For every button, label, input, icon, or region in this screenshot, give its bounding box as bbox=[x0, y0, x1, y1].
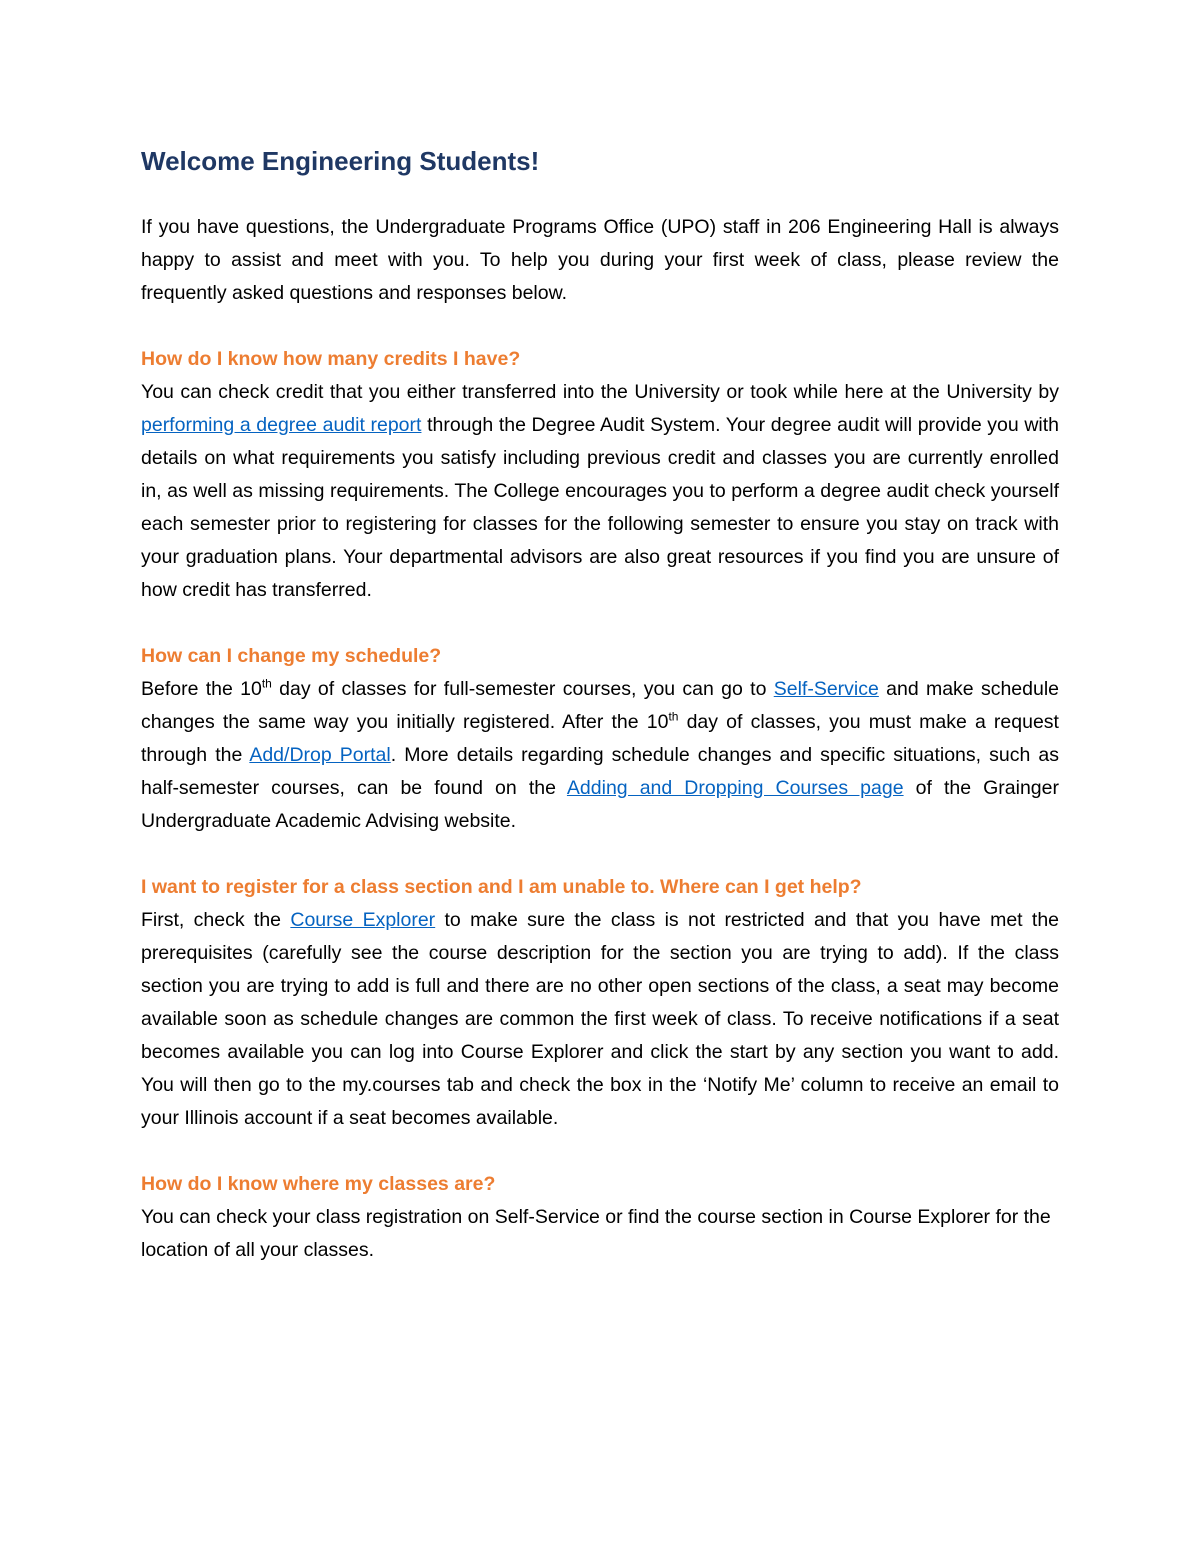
superscript: th bbox=[668, 709, 679, 724]
faq-answer bbox=[141, 904, 1059, 1135]
faq-list bbox=[141, 343, 1059, 1267]
text-run: through the Degree Audit System. Your degree audit will provide you with details on what requirements you satisfy including previous credit and classes you are currently enrolled in, as well as missing requirements. The College encourages you to perform a degree audit check yourself each semester prior to registering for classes for the following semester to ensure you stay on track with your graduation plans. Your departmental advisors are also great resources if you find you are unsure of how credit has transferred. bbox=[141, 414, 1060, 601]
document-page bbox=[141, 145, 1059, 1300]
text-run: of the Grainger Undergraduate Academic Advising website. bbox=[141, 777, 1059, 832]
faq-question: How do I know how many credits I have? bbox=[141, 348, 521, 370]
text-run: and make schedule changes the same way you initially registered. After the 10 bbox=[141, 678, 1060, 733]
superscript: th bbox=[261, 676, 272, 691]
hyperlink[interactable]: Adding and Dropping Courses page bbox=[566, 777, 904, 799]
intro-paragraph bbox=[141, 211, 1059, 310]
page-title: Welcome Engineering Students! bbox=[141, 146, 540, 176]
faq-answer bbox=[141, 376, 1059, 607]
hyperlink[interactable]: Course Explorer bbox=[290, 909, 436, 931]
text-run: day of classes, you must make a request through the bbox=[141, 711, 1059, 766]
faq-question: How do I know where my classes are? bbox=[141, 1173, 496, 1195]
faq-answer bbox=[141, 1201, 1059, 1267]
text-run: to make sure the class is not restricted and that you have met the prerequisites (carefully see the course description for the section you are trying to add). If the class section you are trying to add is full and there are no other open sections of the class, a seat may become available soon as schedule changes are common the first week of class. To receive notifications if a seat becomes available you can log into Course Explorer and click the start by any section you want to add. You will then go to the my.courses tab and check the box in the ‘Notify Me’ column to receive an email to your Illinois account if a seat becomes available. bbox=[141, 909, 1060, 1129]
faq-question: I want to register for a class section and I am unable to. Where can I get help? bbox=[141, 876, 862, 898]
text-run: You can check credit that you either transferred into the University or took while here at the University by bbox=[141, 381, 1059, 403]
faq-question: How can I change my schedule? bbox=[141, 645, 442, 667]
text-run: If you have questions, the Undergraduate Programs Office (UPO) staff in 206 Engineering Hall is always happy to assist and meet with you. To help you during your first week of class, please review the frequently asked questions and responses below. bbox=[141, 216, 1059, 304]
text-run: Before the 10 bbox=[141, 678, 262, 700]
hyperlink[interactable]: performing a degree audit report bbox=[141, 414, 422, 436]
text-run: First, check the bbox=[141, 909, 291, 931]
hyperlink[interactable]: Self-Service bbox=[773, 678, 879, 700]
faq-answer bbox=[141, 673, 1059, 838]
text-run: day of classes for full-semester courses, you can go to bbox=[271, 678, 774, 700]
text-run: . More details regarding schedule changes and specific situations, such as half-semester courses, can be found on the bbox=[141, 744, 1059, 799]
hyperlink[interactable]: Add/Drop Portal bbox=[249, 744, 391, 766]
text-run: You can check your class registration on Self-Service or find the course section in Course Explorer for the location of all your classes. bbox=[141, 1206, 1051, 1261]
